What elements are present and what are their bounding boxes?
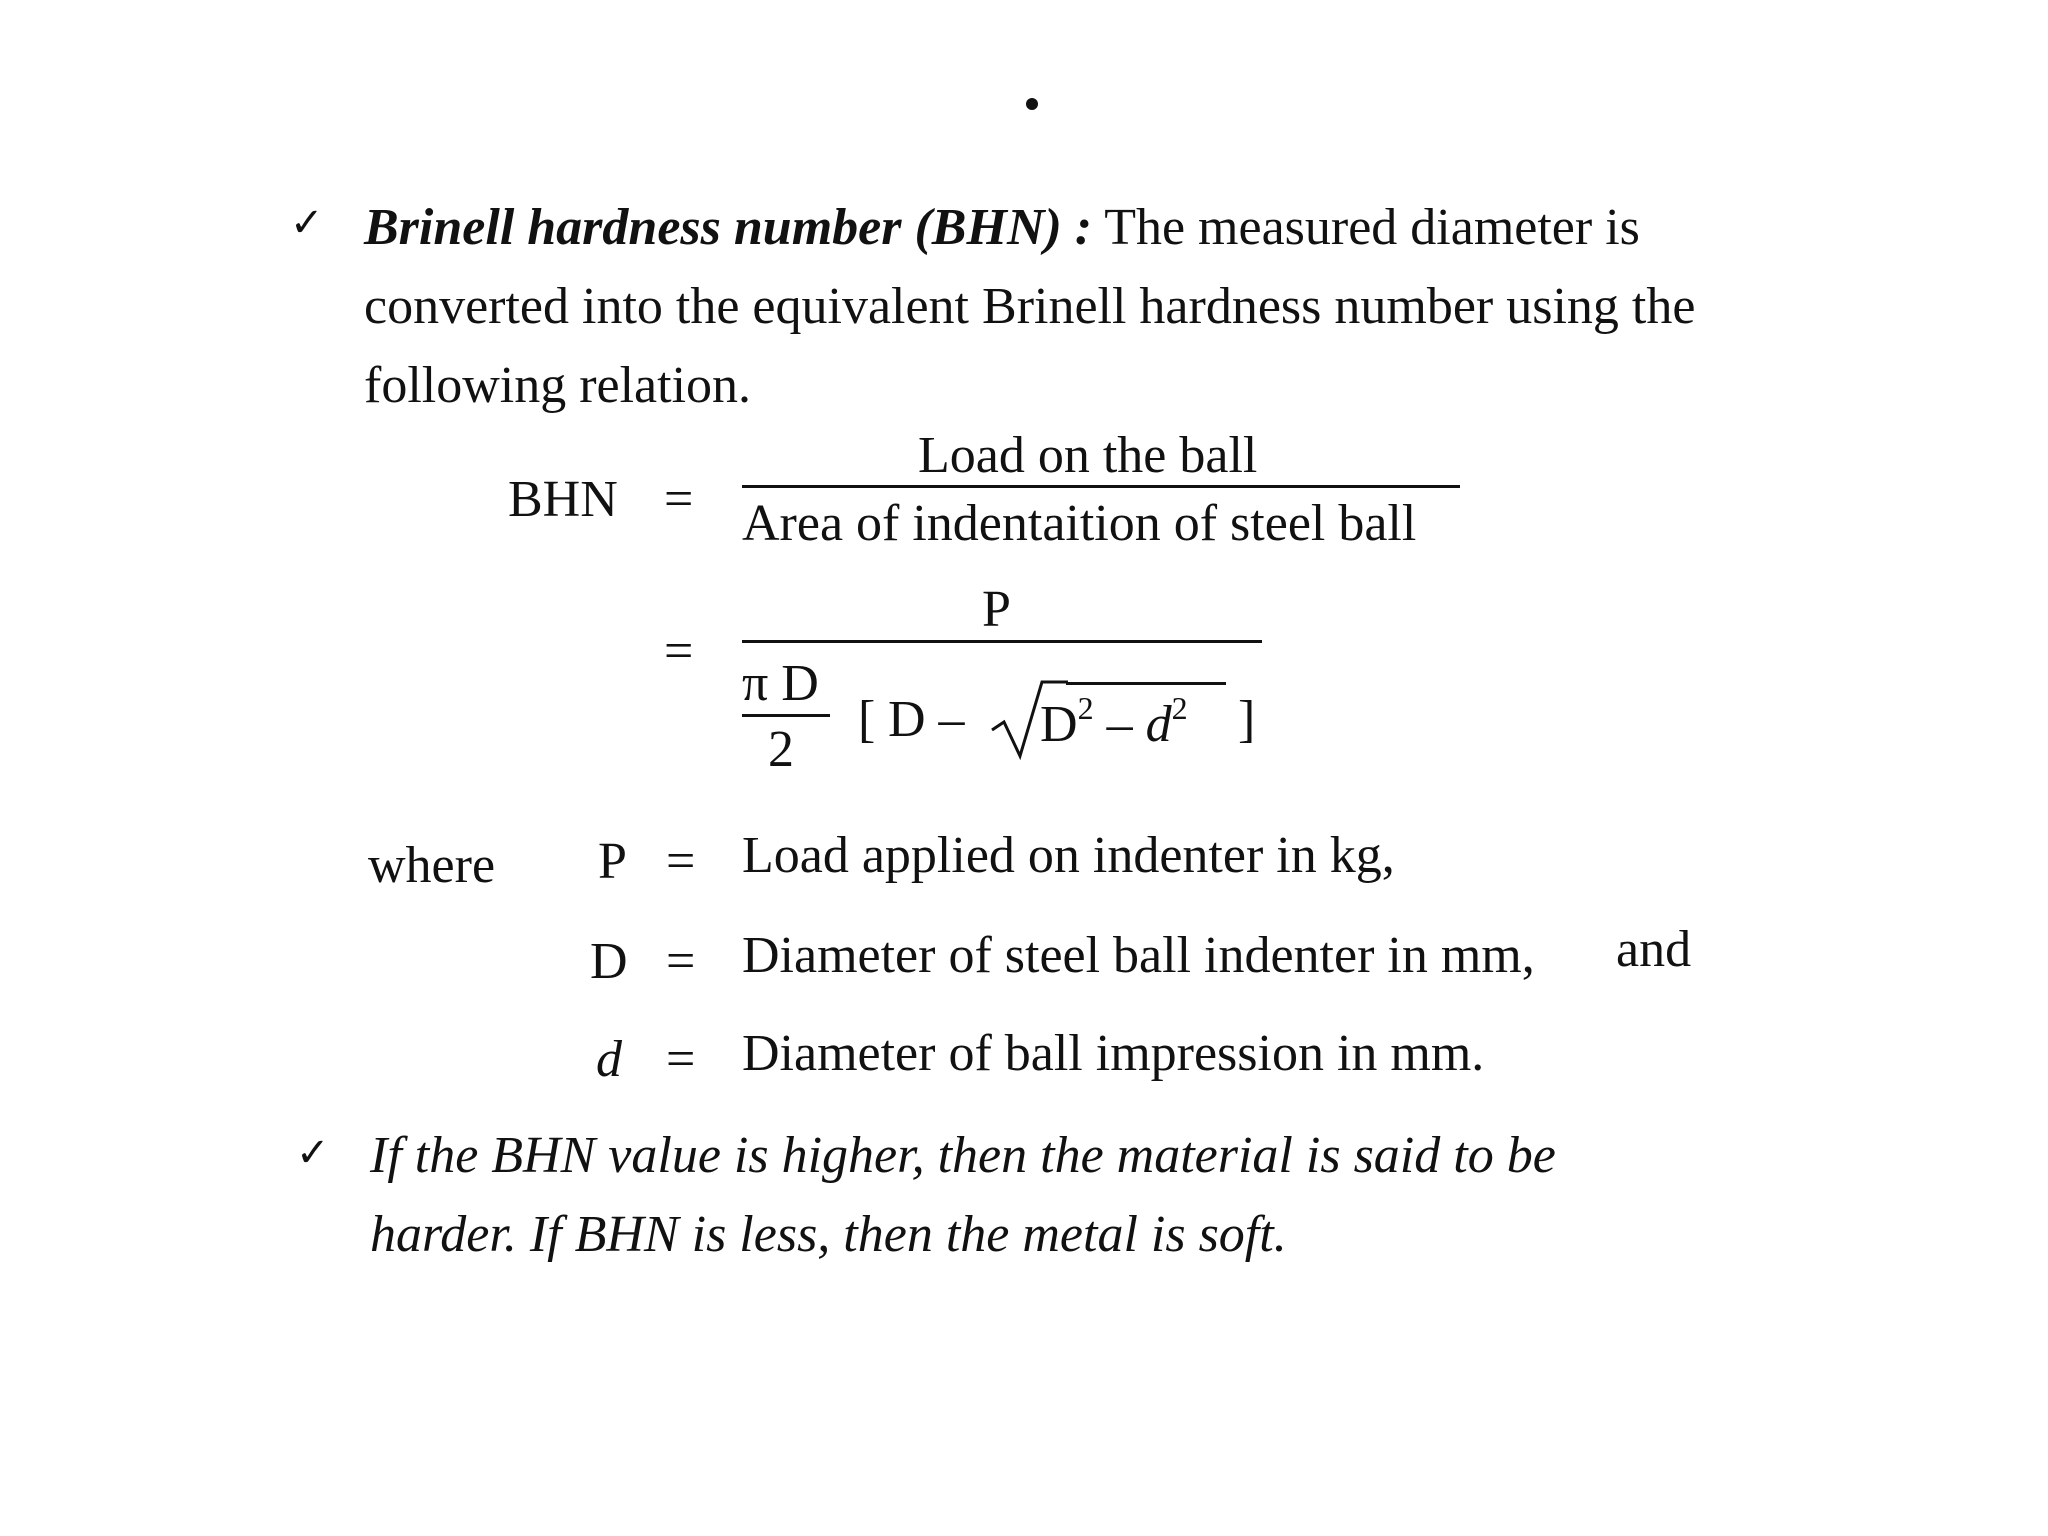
symbol-D: D [590, 933, 628, 990]
where-label: where [368, 837, 496, 894]
word: be [1506, 1127, 1556, 1184]
pi-fraction-bar [742, 714, 830, 717]
equals-D: = [666, 933, 696, 990]
sqrt-overline [1066, 682, 1226, 685]
word: BHN [491, 1127, 596, 1184]
checkmark-icon: ✓ [296, 1130, 330, 1176]
word: the [414, 1127, 479, 1184]
minus-sign: – [1106, 696, 1133, 753]
term-bhn: Brinell hardness number (BHN) : [364, 199, 1093, 256]
word: is [1605, 199, 1640, 256]
radicand-d: d [1145, 696, 1172, 753]
word: If [370, 1127, 402, 1184]
top-dot [1026, 98, 1038, 110]
word: value [608, 1127, 721, 1184]
bullet1-line2: converted into the equivalent Brinell hardness number using the [364, 278, 1696, 335]
fraction1-numerator: Load on the ball [918, 427, 1258, 484]
exponent: 2 [1077, 690, 1094, 726]
close-bracket: ] [1238, 691, 1256, 748]
bullet2-line2: harder. If BHN is less, then the metal is soft. [370, 1206, 1287, 1263]
checkmark-icon: ✓ [290, 200, 324, 246]
equals-d: = [666, 1031, 696, 1088]
fraction1-denominator: Area of indentaition of steel ball [742, 495, 1417, 552]
formula-lhs: BHN [508, 471, 618, 528]
desc-D-tail: and [1616, 921, 1692, 978]
bullet2-line1 [370, 1116, 1790, 1195]
equals-P: = [666, 833, 696, 890]
radicand-D: D [1040, 696, 1078, 753]
pi-d: π D [742, 655, 819, 712]
d-minus: D – [888, 691, 965, 748]
fraction2-bar [742, 640, 1262, 643]
bullet1-line1 [364, 188, 1784, 267]
word: to [1453, 1127, 1494, 1184]
bullet1-paragraph [364, 188, 1784, 425]
word: the [1040, 1127, 1104, 1184]
open-bracket: [ [858, 691, 876, 748]
word: is [1305, 1127, 1341, 1184]
fraction1-bar [742, 485, 1460, 488]
word: diameter [1410, 199, 1593, 256]
bullet2-paragraph [370, 1116, 1790, 1274]
formula-equals-2: = [664, 623, 694, 680]
radicand [1040, 690, 1188, 754]
two: 2 [768, 721, 794, 778]
word: The [1104, 199, 1186, 256]
bullet1-line3: following relation. [364, 357, 752, 414]
desc-d: Diameter of ball impression in mm. [742, 1025, 1485, 1082]
word: is [733, 1127, 769, 1184]
exponent: 2 [1171, 690, 1188, 726]
fraction2-numerator: P [982, 581, 1011, 638]
symbol-P: P [598, 833, 627, 890]
desc-D: Diameter of steel ball indenter in mm, [742, 927, 1535, 984]
word: then [937, 1127, 1028, 1184]
formula-equals-1: = [664, 471, 694, 528]
desc-P: Load applied on indenter in kg, [742, 827, 1395, 884]
word: material [1116, 1127, 1293, 1184]
word: measured [1198, 199, 1398, 256]
word: higher, [781, 1127, 925, 1184]
symbol-d: d [596, 1031, 622, 1088]
word: said [1353, 1127, 1441, 1184]
